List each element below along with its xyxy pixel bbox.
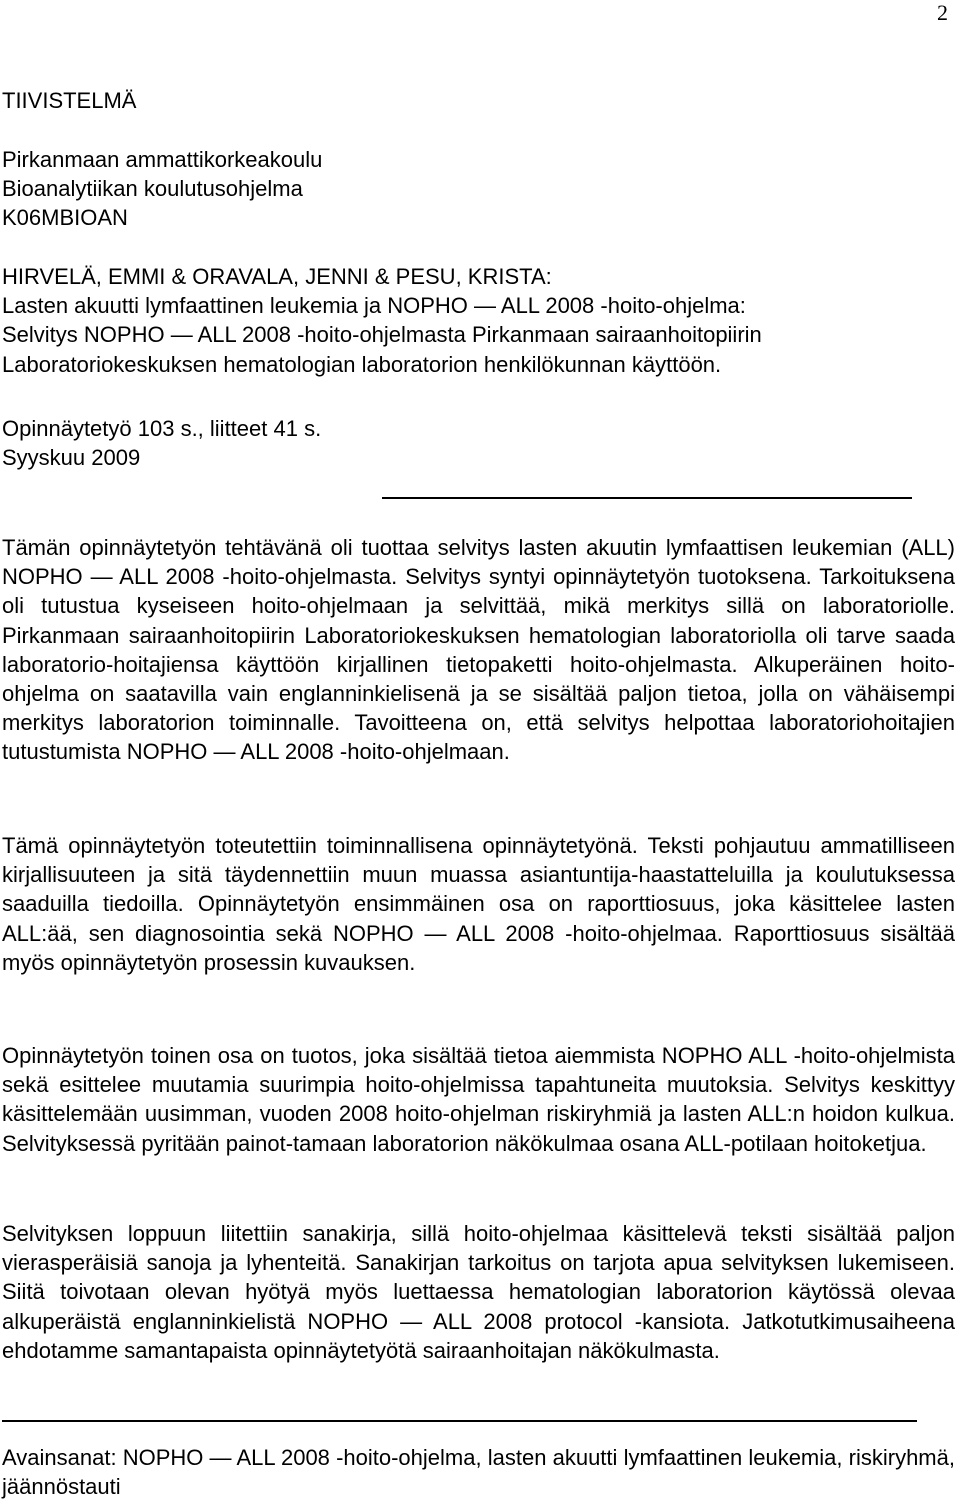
- keywords: Avainsanat: NOPHO — ALL 2008 -hoito-ohjelma, lasten akuutti lymfaattinen leukemia, riskiryhmä, jäännöstauti: [2, 1445, 955, 1500]
- authors: HIRVELÄ, EMMI & ORAVALA, JENNI & PESU, KRISTA:: [2, 264, 552, 289]
- thesis-title-line-2: Selvitys NOPHO — ALL 2008 -hoito-ohjelmasta Pirkanmaan sairaanhoitopiirin: [2, 322, 762, 348]
- thesis-title-line-3: Laboratoriokeskuksen hematologian laboratorion henkilökunnan käyttöön.: [2, 351, 722, 377]
- page-count: Opinnäytetyö 103 s., liitteet 41 s.: [2, 416, 322, 441]
- date: Syyskuu 2009: [2, 445, 141, 471]
- institution-name: Pirkanmaan ammattikorkeakoulu: [2, 147, 323, 172]
- abstract-paragraph-3: Opinnäytetyön toinen osa on tuotos, joka sisältää tietoa aiemmista NOPHO ALL -hoito-ohjelmista sekä esittelee muutamia suurimpia hoito-ohjelmissa tapahtuneita muutoksia. Selvitys keskittyy käsittelemään uusimman, vuoden 2008 hoito-ohjelman riskiryhmiä ja lasten ALL:n hoidon kulkua. Selvityksessä pyritään painot-tamaan laboratorion näkökulmaa osana ALL-potilaan hoitoketjua.: [2, 1043, 955, 1156]
- abstract-paragraph-1: Tämän opinnäytetyön tehtävänä oli tuottaa selvitys lasten akuutin lymfaattisen leukemian (ALL) NOPHO — ALL 2008 -hoito-ohjelmasta. Selvitys syntyi opinnäytetyön tuotoksena. Tarkoituksena oli tutustua kyseiseen hoito-ohjelmaan ja selvittää, mikä merkitys sillä on laboratoriolle. Pirkanmaan sairaanhoitopiirin Laboratoriokeskuksen hematologian laboratoriolla oli tarve saada laboratorio-hoitajiensa käyttöön kirjallinen tietopaketti hoito-ohjelmasta. Alkuperäinen hoito-ohjelma on saatavilla vain englanninkielisenä ja se sisältää paljon tietoa, jolla on vähäisempi merkitys laboratorion toiminnalle. Tavoitteena on, että selvitys helpottaa laboratoriohoitajien tutustumista NOPHO — ALL 2008 -hoito-ohjelmaan.: [2, 535, 955, 765]
- thesis-meta-block: [2, 414, 955, 472]
- degree-programme: Bioanalytiikan koulutusohjelma: [2, 176, 303, 202]
- abstract-paragraph-4: Selvityksen loppuun liitettiin sanakirja, sillä hoito-ohjelmaa käsittelevä teksti sisältää paljon vierasperäisiä sanoja ja lyhenteitä. Sanakirjan tarkoitus on tarjota apua selvityksen lukemiseen. Siitä toivotaan olevan hyötyä myös luettaessa hematologian laboratorion käytössä olevaa alkuperäistä englanninkielistä NOPHO — ALL 2008 protocol -kansiota. Jatkotutkimusaiheena ehdotamme samantapaista opinnäytetyötä sairaanhoitajan näkökulmasta.: [2, 1221, 955, 1363]
- institution-block: [2, 145, 955, 233]
- abstract-paragraph-2: Tämä opinnäytetyön toteutettiin toiminnallisena opinnäytetyönä. Teksti pohjautuu ammatilliseen kirjallisuuteen ja sitä täydennettiin muun muassa asiantuntija-haastatteluilla ja koulutuksessa saaduilla tiedoilla. Opinnäytetyön ensimmäinen osa on raporttiosuus, joka käsittelee lasten ALL:ää, sen diagnosointia sekä NOPHO — ALL 2008 -hoito-ohjelmaa. Raporttiosuus sisältää myös opinnäytetyön prosessin kuvauksen.: [2, 833, 955, 975]
- separator-rule-top: [382, 497, 912, 499]
- keywords-block: [2, 1443, 955, 1501]
- document-title: TIIVISTELMÄ: [2, 88, 137, 113]
- group-code: K06MBIOAN: [2, 205, 128, 231]
- separator-rule-bottom: [2, 1420, 917, 1422]
- page-number: 2: [937, 0, 948, 25]
- thesis-title-line-1: Lasten akuutti lymfaattinen leukemia ja NOPHO — ALL 2008 -hoito-ohjelma:: [2, 293, 746, 319]
- thesis-info-block: [2, 262, 955, 379]
